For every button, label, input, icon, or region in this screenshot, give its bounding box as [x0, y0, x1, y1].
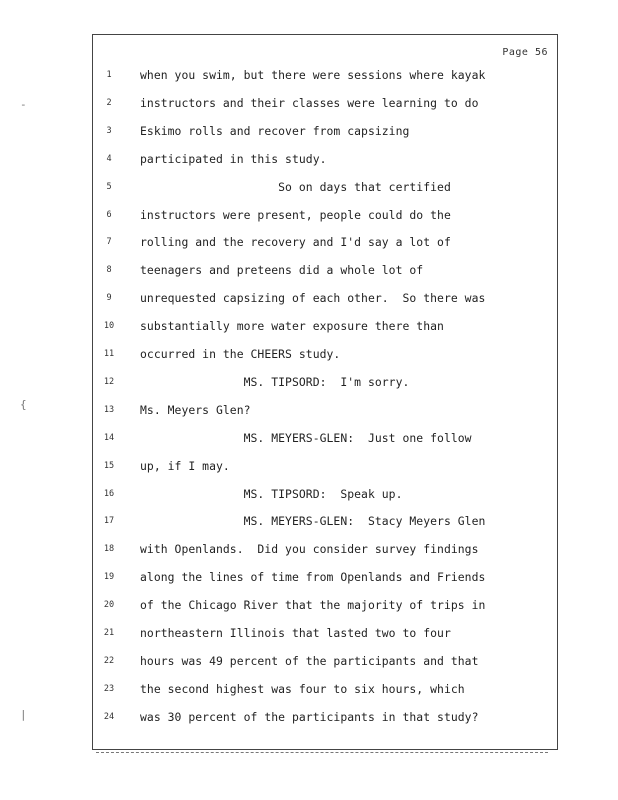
line-text: instructors and their classes were learning to do: [140, 96, 479, 110]
transcript-line: [92, 96, 558, 116]
transcript-line: [92, 403, 558, 423]
line-number: 9: [106, 293, 112, 303]
line-number: 16: [103, 489, 115, 499]
margin-brace-mark: {: [20, 398, 27, 411]
line-text: participated in this study.: [140, 152, 327, 166]
line-text: when you swim, but there were sessions where kayak: [140, 68, 486, 82]
line-text: rolling and the recovery and I'd say a lot of: [140, 235, 451, 249]
transcript-line: [92, 487, 558, 507]
line-text: up, if I may.: [140, 459, 230, 473]
transcript-line: [92, 710, 558, 730]
line-text: along the lines of time from Openlands and Friends: [140, 570, 486, 584]
line-text: MS. MEYERS-GLEN: Just one follow: [140, 431, 472, 445]
line-number: 21: [103, 628, 115, 638]
transcript-line: [92, 124, 558, 144]
line-text: northeastern Illinois that lasted two to four: [140, 626, 451, 640]
line-number: 23: [103, 684, 115, 694]
transcript-line: [92, 319, 558, 339]
line-number: 15: [103, 461, 115, 471]
line-text: teenagers and preteens did a whole lot of: [140, 263, 424, 277]
line-text: was 30 percent of the participants in that study?: [140, 710, 479, 724]
line-text: Eskimo rolls and recover from capsizing: [140, 124, 410, 138]
line-text: MS. MEYERS-GLEN: Stacy Meyers Glen: [140, 514, 486, 528]
line-number: 2: [106, 98, 112, 108]
transcript-line: [92, 347, 558, 367]
margin-tick-mark: -: [20, 98, 27, 111]
line-text: instructors were present, people could do the: [140, 208, 451, 222]
transcript-line: [92, 375, 558, 395]
line-number: 18: [103, 544, 115, 554]
transcript-line: [92, 68, 558, 88]
line-text: So on days that certified: [140, 180, 451, 194]
transcript-line: [92, 208, 558, 228]
line-number: 10: [103, 321, 115, 331]
line-number: 8: [106, 265, 112, 275]
transcript-line: [92, 682, 558, 702]
transcript-line: [92, 570, 558, 590]
line-text: occurred in the CHEERS study.: [140, 347, 341, 361]
transcript-line: [92, 626, 558, 646]
line-number: 12: [103, 377, 115, 387]
line-text: MS. TIPSORD: Speak up.: [140, 487, 403, 501]
line-number: 22: [103, 656, 115, 666]
line-number: 20: [103, 600, 115, 610]
transcript-line: [92, 598, 558, 618]
line-number: 24: [103, 712, 115, 722]
transcript-line: [92, 431, 558, 451]
line-number: 1: [106, 70, 112, 80]
transcript-line: [92, 459, 558, 479]
line-text: with Openlands. Did you consider survey findings: [140, 542, 479, 556]
transcript-line: [92, 654, 558, 674]
line-text: unrequested capsizing of each other. So there was: [140, 291, 486, 305]
transcript-line: [92, 235, 558, 255]
line-number: 11: [103, 349, 115, 359]
line-number: 19: [103, 572, 115, 582]
line-number: 17: [103, 516, 115, 526]
line-text: substantially more water exposure there than: [140, 319, 444, 333]
line-number: 14: [103, 433, 115, 443]
transcript-line: [92, 514, 558, 534]
page-number: Page 56: [502, 47, 548, 58]
line-number: 3: [106, 126, 112, 136]
transcript-line: [92, 152, 558, 172]
line-text: MS. TIPSORD: I'm sorry.: [140, 375, 410, 389]
bottom-divider: [96, 752, 548, 753]
line-number: 5: [106, 182, 112, 192]
line-text: hours was 49 percent of the participants and that: [140, 654, 479, 668]
transcript-line: [92, 263, 558, 283]
transcript-line: [92, 542, 558, 562]
line-text: the second highest was four to six hours, which: [140, 682, 465, 696]
line-number: 4: [106, 154, 112, 164]
transcript-line: [92, 180, 558, 200]
transcript-line: [92, 291, 558, 311]
line-number: 7: [106, 237, 112, 247]
margin-tick-mark: |: [20, 708, 27, 721]
line-number: 13: [103, 405, 115, 415]
line-number: 6: [106, 210, 112, 220]
line-text: Ms. Meyers Glen?: [140, 403, 251, 417]
line-text: of the Chicago River that the majority of trips in: [140, 598, 486, 612]
